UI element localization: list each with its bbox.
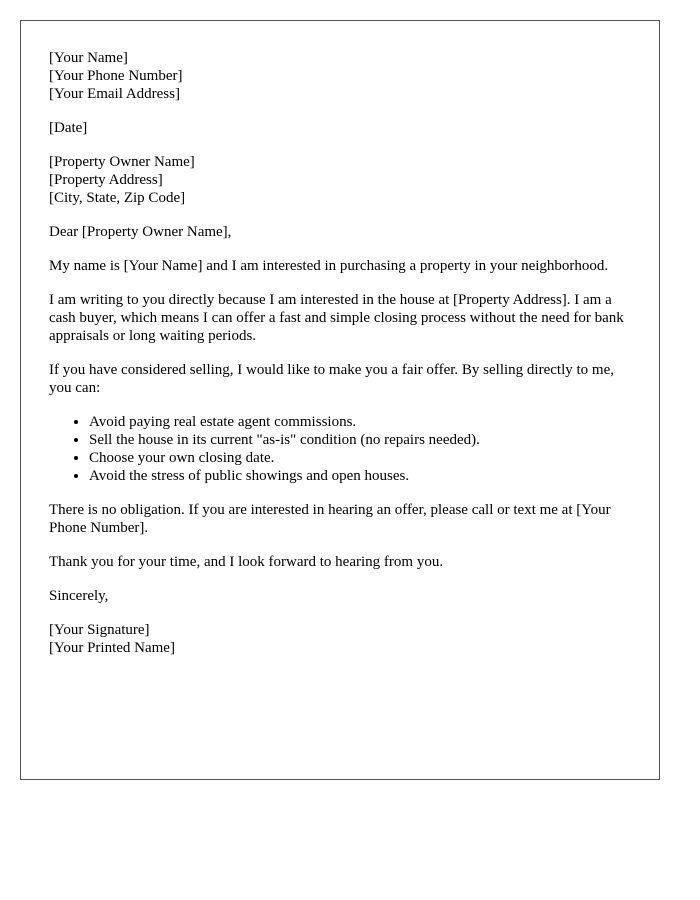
recipient-address: [Property Address]	[49, 172, 163, 188]
signature-block	[49, 621, 631, 657]
sender-name: [Your Name]	[49, 50, 128, 66]
list-item: • Choose your own closing date.	[89, 449, 631, 467]
list-item: • Avoid the stress of public showings and open houses.	[89, 467, 631, 485]
sender-block	[49, 49, 631, 103]
paragraph-offer: If you have considered selling, I would like to make you a fair offer. By selling directly to me, you can:	[49, 362, 614, 396]
paragraph-intro: My name is [Your Name] and I am interested in purchasing a property in your neighborhood.	[49, 258, 609, 274]
date-block	[49, 119, 631, 137]
list-item: • Avoid paying real estate agent commissions.	[89, 413, 631, 431]
signature-line: [Your Signature]	[49, 622, 150, 638]
printed-name: [Your Printed Name]	[49, 640, 175, 656]
recipient-block	[49, 153, 631, 207]
benefits-list	[49, 413, 631, 485]
salutation: Dear [Property Owner Name],	[49, 224, 232, 240]
recipient-name: [Property Owner Name]	[49, 154, 195, 170]
sender-email: [Your Email Address]	[49, 86, 180, 102]
list-item: • Sell the house in its current "as-is" condition (no repairs needed).	[89, 431, 631, 449]
letter-date: [Date]	[49, 120, 88, 136]
recipient-city-state-zip: [City, State, Zip Code]	[49, 190, 186, 206]
sender-phone: [Your Phone Number]	[49, 68, 183, 84]
paragraph-reason: I am writing to you directly because I am interested in the house at [Property Address]. I am a cash buyer, which means I can offer a fast and simple closing process without the need for bank appraisals or long waiting periods.	[49, 292, 624, 344]
paragraph-thanks: Thank you for your time, and I look forward to hearing from you.	[49, 554, 444, 570]
paragraph-obligation: There is no obligation. If you are interested in hearing an offer, please call or text me at [Your Phone Number].	[49, 502, 611, 536]
closing: Sincerely,	[49, 588, 109, 604]
letter-page	[20, 20, 660, 780]
